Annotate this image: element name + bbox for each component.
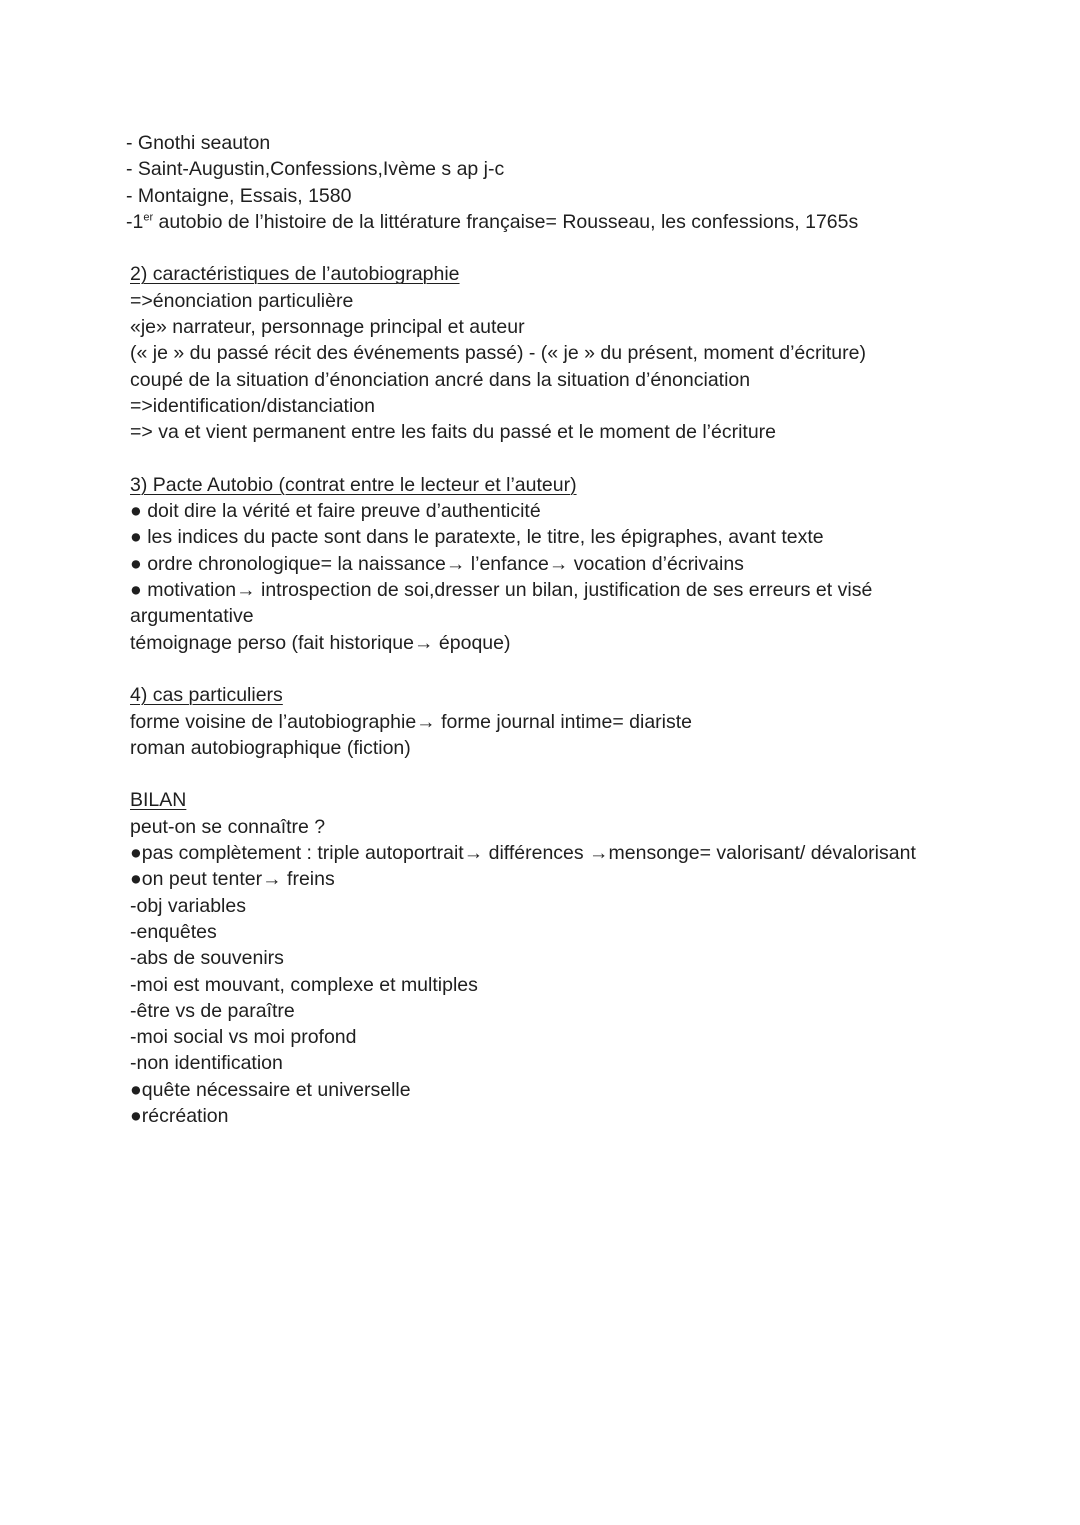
bullet-line: ● ordre chronologique= la naissance→ l’enfance→ vocation d’écrivains [130, 552, 744, 575]
bullet-line: ●on peut tenter→ freins [130, 868, 335, 891]
text-line: => va et vient permanent entre les faits du passé et le moment de l’écriture [130, 421, 777, 444]
intro-line-rousseau-rest: autobio de l’histoire de la littérature française= Rousseau, les confessions, 1765s [153, 210, 859, 233]
text-line: =>identification/distanciation [130, 394, 375, 417]
list-line: -abs de souvenirs [130, 947, 284, 970]
list-line: -moi est mouvant, complexe et multiples [130, 973, 478, 996]
text-line: peut-on se connaître ? [130, 815, 326, 838]
spacer [130, 761, 1010, 787]
text-line: «je» narrateur, personnage principal et auteur [130, 316, 525, 339]
bullet-line: ●récréation [130, 1104, 229, 1127]
spacer [130, 235, 1010, 261]
list-line: -enquêtes [130, 920, 217, 943]
intro-line-augustin: - Saint-Augustin,Confessions,Ivème s ap j-c [126, 158, 505, 181]
section-heading: BILAN [130, 789, 187, 812]
bullet-line: ●pas complètement : triple autoportrait→ différences →mensonge= valorisant/ dévalorisant [130, 842, 916, 865]
intro-line-gnothi: - Gnothi seauton [126, 132, 271, 154]
section-bilan [130, 787, 1010, 1129]
text-line: argumentative [130, 605, 254, 628]
text-line: (« je » du passé récit des événements passé) - (« je » du présent, moment d’écriture) [130, 342, 866, 365]
list-line: -être vs de paraître [130, 999, 295, 1022]
spacer [130, 656, 1010, 682]
bullet-line: ● doit dire la vérité et faire preuve d’authenticité [130, 500, 541, 523]
text-line: coupé de la situation d’énonciation ancré dans la situation d’énonciation [130, 368, 751, 391]
list-line: -non identification [130, 1052, 283, 1075]
spacer [130, 446, 1010, 472]
text-line: forme voisine de l’autobiographie→ forme journal intime= diariste [130, 710, 692, 733]
text-line: roman autobiographique (fiction) [130, 736, 411, 759]
section-pacte-autobio [130, 472, 1010, 656]
bullet-line: ● les indices du pacte sont dans le paratexte, le titre, les épigraphes, avant texte [130, 526, 824, 549]
text-line: =>énonciation particulière [130, 289, 354, 312]
bullet-line: ● motivation→ introspection de soi,dresser un bilan, justification de ses erreurs et visé [130, 579, 873, 602]
bullet-line: ●quête nécessaire et universelle [130, 1078, 411, 1101]
intro-line-montaigne: - Montaigne, Essais, 1580 [126, 184, 352, 207]
intro-line-rousseau [126, 209, 1010, 235]
intro-line-rousseau-prefix: -1 [126, 210, 144, 233]
section-cas-particuliers [130, 682, 1010, 761]
section-caracteristiques [130, 261, 1010, 445]
list-line: -obj variables [130, 894, 246, 917]
intro-line-rousseau-sup: er [143, 211, 154, 224]
section-heading: 3) Pacte Autobio (contrat entre le lecteur et l’auteur) [130, 473, 577, 496]
section-heading: 2) caractéristiques de l’autobiographie [130, 263, 460, 286]
list-line: -moi social vs moi profond [130, 1026, 357, 1049]
intro-block [126, 130, 1010, 235]
text-line: témoignage perso (fait historique→ époque) [130, 631, 511, 654]
document-page [126, 130, 1010, 1129]
section-heading: 4) cas particuliers [130, 684, 283, 707]
